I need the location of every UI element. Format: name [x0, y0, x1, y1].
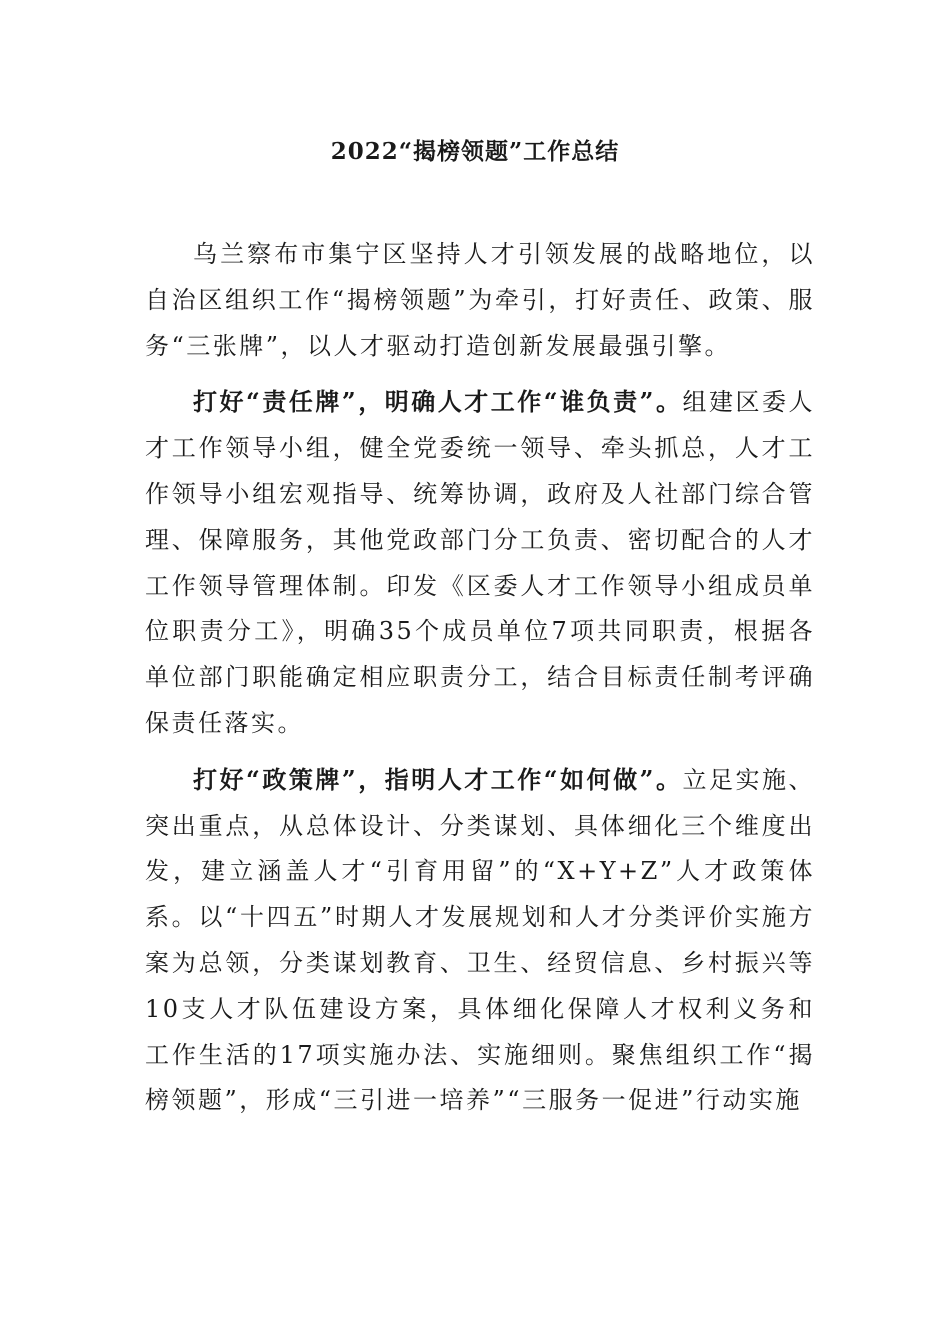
paragraph-text: 立足实施、突出重点，从总体设计、分类谋划、具体细化三个维度出发，建立涵盖人才“引育用留”的“X+Y+Z”人才政策体系。以“十四五”时期人才发展规划和人才分类评价实施方案为总领，分类谋划教育、卫生、经贸信息、乡村振兴等10支人才队伍建设方案，具体细化保障人才权利义务和工作生活的17项实施办法、实施细则。聚焦组织工作“揭榜领题”，形成“三引进一培养”“三服务一促进”行动实施	[145, 765, 815, 1115]
paragraph-intro	[145, 231, 815, 369]
paragraph-text: 乌兰察布市集宁区坚持人才引领发展的战略地位，以自治区组织工作“揭榜领题”为牵引，打好责任、政策、服务“三张牌”，以人才驱动打造创新发展最强引擎。	[145, 240, 815, 360]
paragraph-lead: 打好“政策牌”，指明人才工作“如何做”。	[193, 764, 683, 794]
paragraph-lead: 打好“责任牌”，明确人才工作“谁负责”。	[193, 387, 683, 417]
document-title: 2022“揭榜领题”工作总结	[330, 138, 620, 165]
paragraph-responsibility	[145, 379, 815, 746]
paragraph-text: 组建区委人才工作领导小组，健全党委统一领导、牵头抓总，人才工作领导小组宏观指导、统筹协调，政府及人社部门综合管理、保障服务，其他党政部门分工负责、密切配合的人才工作领导管理体制。印发《区委人才工作领导小组成员单位职责分工》，明确35个成员单位7项共同职责，根据各单位部门职能确定相应职责分工，结合目标责任制考评确保责任落实。	[145, 388, 815, 737]
paragraph-policy	[145, 757, 815, 1124]
document-body	[145, 231, 815, 1134]
